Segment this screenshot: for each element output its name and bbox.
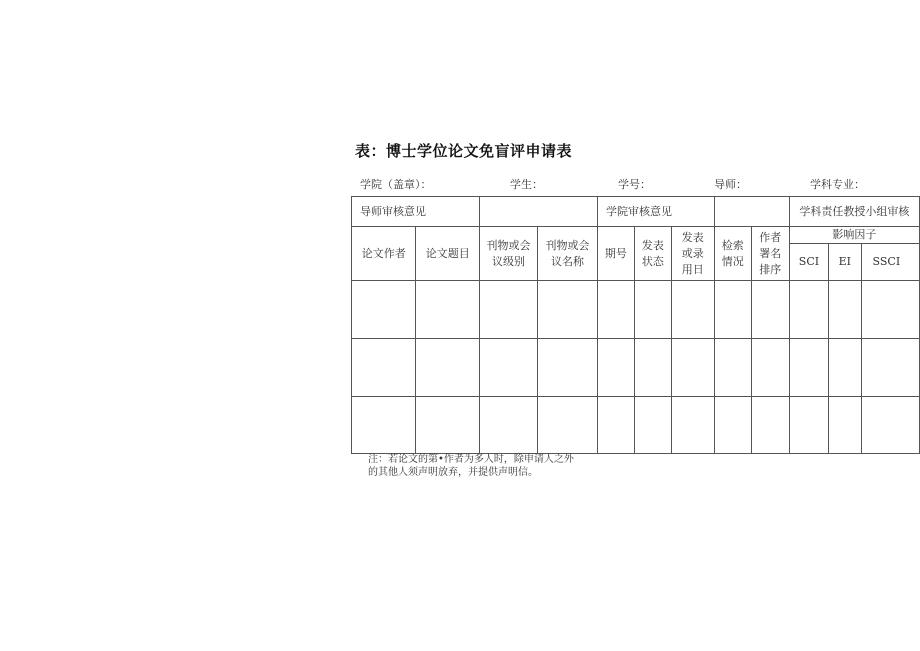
col-author: 论文作者 [352,227,416,281]
advisor-label: 导师： [714,178,747,191]
col-paper-title: 论文题目 [416,227,480,281]
table-cell[interactable] [861,281,919,339]
col-impact-group: 影响因子 [789,227,919,244]
table-cell[interactable] [789,397,828,454]
table-cell[interactable] [829,397,861,454]
panel-opinion-label: 学科责任教授小组审核 [789,197,919,227]
table-cell[interactable] [671,281,714,339]
table-row [352,281,920,339]
table-cell[interactable] [829,281,861,339]
col-sci: SCI [789,244,828,281]
table-cell[interactable] [538,281,598,339]
col-journal-level: 刊物或会议级别 [480,227,538,281]
table-cell[interactable] [751,339,789,397]
major-label: 学科专业： [810,178,865,191]
table-cell[interactable] [789,339,828,397]
col-journal-name: 刊物或会议名称 [538,227,598,281]
college-label: 学院（盖章）： [360,178,432,191]
table-row [352,339,920,397]
footnote: 注：若论文的第•作者为多人时，除申请人之外的其他人须声明放弃，并提供声明信。 [368,454,574,478]
student-number-label: 学号： [618,178,651,191]
advisor-opinion-label: 导师审核意见 [352,197,480,227]
table-cell[interactable] [829,339,861,397]
application-table [351,196,920,454]
col-index-status: 检索情况 [714,227,751,281]
table-cell[interactable] [416,397,480,454]
table-cell[interactable] [634,281,671,339]
table-cell[interactable] [538,339,598,397]
table-cell[interactable] [671,397,714,454]
table-row [352,397,920,454]
college-opinion-field[interactable] [714,197,789,227]
column-header-row [352,227,920,244]
table-cell[interactable] [861,339,919,397]
table-cell[interactable] [352,397,416,454]
col-author-rank: 作者署名排序 [751,227,789,281]
table-cell[interactable] [352,339,416,397]
table-cell[interactable] [480,397,538,454]
advisor-opinion-field[interactable] [480,197,598,227]
col-ei: EI [829,244,861,281]
table-cell[interactable] [416,281,480,339]
table-cell[interactable] [751,397,789,454]
table-cell[interactable] [714,339,751,397]
table-cell[interactable] [634,397,671,454]
col-pub-date: 发表或录用日 [671,227,714,281]
table-cell[interactable] [597,281,634,339]
table-cell[interactable] [861,397,919,454]
table-cell[interactable] [634,339,671,397]
table-cell[interactable] [416,339,480,397]
col-ssci: SSCI [861,244,919,281]
table-cell[interactable] [597,397,634,454]
form-title: 表：博士学位论文免盲评申请表 [355,142,573,160]
student-label: 学生： [510,178,543,191]
table-cell[interactable] [671,339,714,397]
table-cell[interactable] [538,397,598,454]
col-pub-status: 发表状态 [634,227,671,281]
table-cell[interactable] [714,397,751,454]
table-cell[interactable] [714,281,751,339]
college-opinion-label: 学院审核意见 [597,197,714,227]
table-cell[interactable] [352,281,416,339]
col-issue: 期号 [597,227,634,281]
review-row [352,197,920,227]
table-cell[interactable] [480,281,538,339]
table-cell[interactable] [789,281,828,339]
table-cell[interactable] [597,339,634,397]
table-cell[interactable] [751,281,789,339]
table-cell[interactable] [480,339,538,397]
